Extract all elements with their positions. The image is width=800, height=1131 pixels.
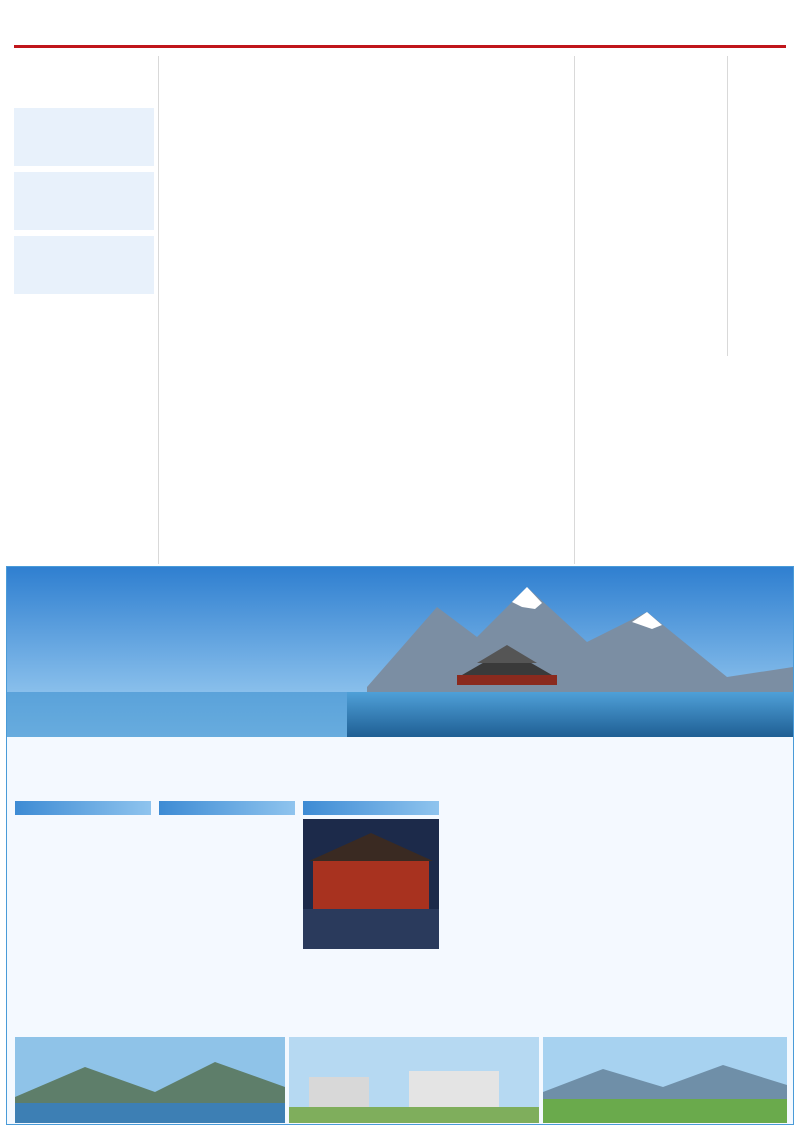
- bottom-photo: [543, 1037, 787, 1123]
- photo-caption: [517, 715, 567, 725]
- article-column: [162, 300, 292, 558]
- column-tag: [162, 62, 242, 77]
- stat-box: [14, 172, 154, 230]
- stat-line: [20, 136, 148, 149]
- stat-line: [20, 187, 148, 200]
- photo-caption: [551, 1109, 601, 1119]
- right-column-article: [580, 62, 724, 558]
- stat-heading: [20, 176, 148, 187]
- feature-title-line-1: [47, 587, 307, 623]
- stat-box: [14, 236, 154, 294]
- stat-heading: [20, 240, 148, 251]
- main-title-line-2: [170, 226, 570, 256]
- vertical-kicker: [768, 62, 782, 182]
- stat-line: [20, 264, 148, 277]
- lead-byline: [14, 506, 154, 516]
- feature-subtitle: [159, 801, 295, 815]
- column-divider: [574, 56, 575, 564]
- focus-column: [162, 62, 318, 192]
- stat-heading: [20, 112, 148, 123]
- subsection-title: [300, 304, 430, 318]
- stat-line: [20, 200, 148, 213]
- stage-illustration: [303, 819, 439, 949]
- photo-caption: [297, 1109, 347, 1119]
- stat-line: [20, 251, 148, 264]
- feature-title: [47, 587, 307, 659]
- lead-headline: [14, 62, 154, 102]
- bottom-photo: [15, 1037, 285, 1123]
- vertical-title: [734, 62, 760, 352]
- stat-box: [14, 108, 154, 166]
- lead-story: [14, 62, 154, 558]
- feature-title-line-2: [47, 623, 307, 659]
- stat-line: [20, 213, 148, 226]
- bottom-photo: [289, 1037, 539, 1123]
- main-headline-block: [170, 196, 570, 296]
- issue-date: [140, 22, 270, 36]
- feature-spread: [6, 566, 794, 1125]
- feature-subtitle: [15, 801, 151, 815]
- column-divider: [727, 56, 728, 356]
- lead-body: [14, 300, 154, 500]
- page-number: [96, 10, 118, 40]
- concert-photo: [303, 819, 439, 949]
- main-byline: [170, 262, 570, 273]
- article-column: [300, 300, 430, 558]
- focus-body: [162, 104, 318, 192]
- hero-photo: [7, 567, 793, 737]
- section-label: [14, 10, 84, 40]
- main-title-line-1: [170, 196, 570, 226]
- focus-subhead: [162, 83, 318, 98]
- subsection-lead: [300, 320, 430, 332]
- stat-line: [20, 123, 148, 136]
- photo-caption: [23, 1109, 73, 1119]
- article-text-block: [450, 62, 566, 192]
- stat-line: [20, 277, 148, 290]
- feature-column: [623, 747, 787, 1027]
- stat-line: [20, 149, 148, 162]
- subsection-lead: [162, 320, 292, 332]
- subsection-title: [162, 304, 292, 318]
- feature-intro: [15, 747, 419, 791]
- masthead: [14, 8, 786, 48]
- article-column: [438, 300, 568, 558]
- feature-subtitle: [303, 801, 439, 815]
- feature-column: [447, 747, 615, 1027]
- column-divider: [158, 56, 159, 564]
- photo-caption: [309, 935, 359, 945]
- newspaper-logo: [672, 8, 782, 40]
- vertical-feature-headline: [730, 62, 786, 362]
- subsection-lead: [438, 320, 568, 332]
- subsection-title: [438, 304, 568, 318]
- article-text-block: [326, 62, 442, 192]
